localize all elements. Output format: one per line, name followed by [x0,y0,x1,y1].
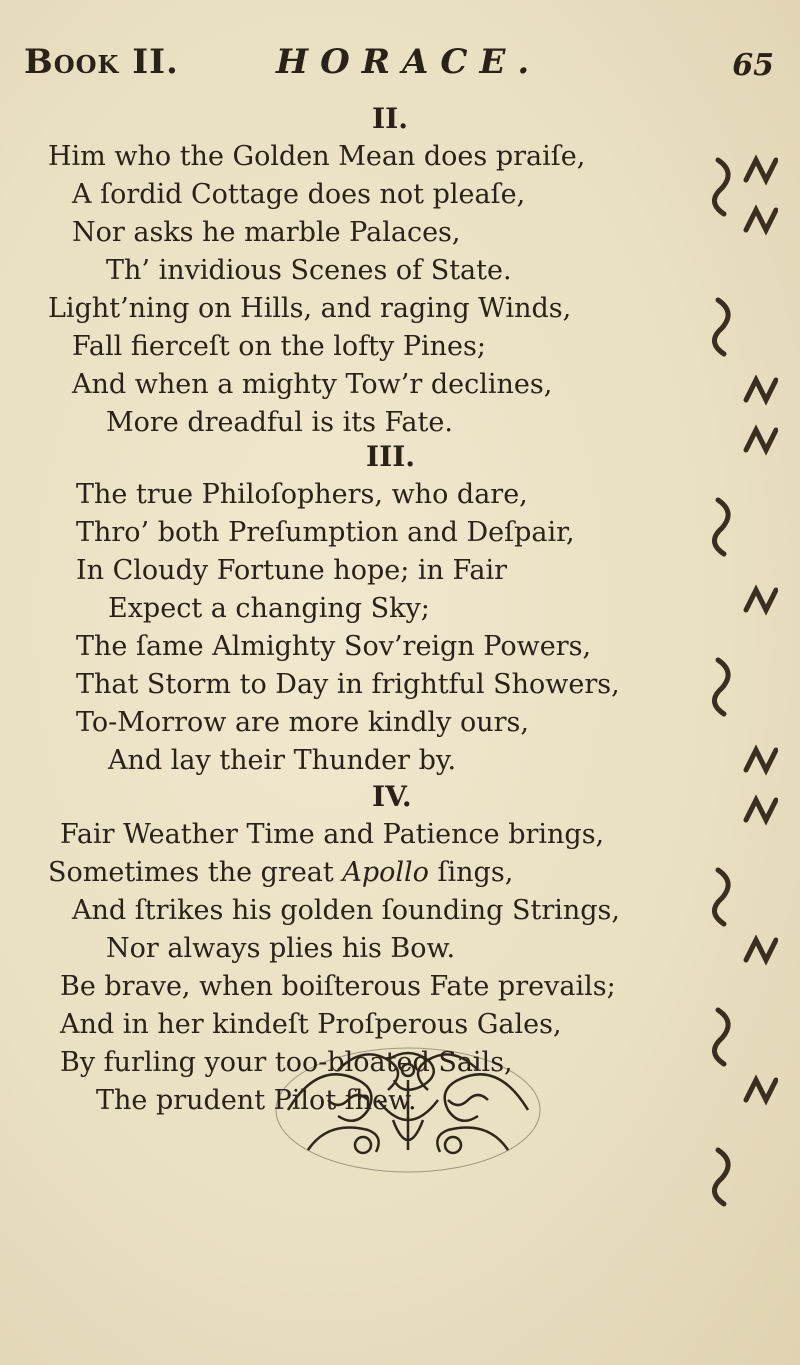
verse-line: To-Morrow are more kindly ours, [76,707,529,738]
verse-line: Him who the Golden Mean does praiſe, [48,141,586,172]
running-title: HORACE. [276,42,542,82]
verse-line: More dreadful is its Fate. [106,407,453,438]
verse-line: Nor asks he marble Palaces, [72,217,461,248]
verse-line: Expect a changing Sky; [108,593,430,624]
verse-line: The prudent Pilot ſhew. [96,1085,417,1116]
verse-name-apollo: Apollo [342,857,429,888]
running-head: Book II. [24,42,179,82]
verse-line: And in her kindeſt Proſperous Gales, [60,1009,562,1040]
stanza-numeral: IV. [372,780,412,813]
page-number: 65 [732,48,774,83]
verse-line: The true Philoſophers, who dare, [76,479,528,510]
verse-line [48,856,513,890]
page-header [24,42,774,92]
verse-line: Th’ invidious Scenes of State. [106,255,512,286]
verse-line: By furling your too-bloated Sails, [60,1047,513,1078]
stanza-numeral: III. [366,440,416,473]
verse-line: Light’ning on Hills, and raging Winds, [48,293,572,324]
verse-line: And when a mighty Tow’r declines, [72,369,553,400]
verse-line: In Cloudy Fortune hope; in Fair [76,555,508,586]
verse-line: And lay their Thunder by. [108,745,457,776]
tailpiece-ornament [268,1040,548,1180]
verse-fragment: Sometimes the great [48,857,334,888]
verse-line: Fall fierceſt on the lofty Pines; [72,331,486,362]
verse-line: The ſame Almighty Sov’reign Powers, [76,631,592,662]
verse-fragment: ſings, [437,857,514,888]
verse-line: Nor always plies his Bow. [106,933,456,964]
verse-line: That Storm to Day in frightful Showers, [76,669,620,700]
verse-line: Thro’ both Preſumption and Deſpair, [76,517,575,548]
verse-line: And ſtrikes his golden ſounding Strings, [72,895,620,926]
verse-line: Be brave, when boiſterous Fate prevails; [60,971,616,1002]
verse-line: A ſordid Cottage does not pleaſe, [72,179,526,210]
margin-flourish-ornament [698,140,778,1320]
stanza-numeral: II. [372,102,408,135]
verse-line: Fair Weather Time and Patience brings, [60,819,605,850]
